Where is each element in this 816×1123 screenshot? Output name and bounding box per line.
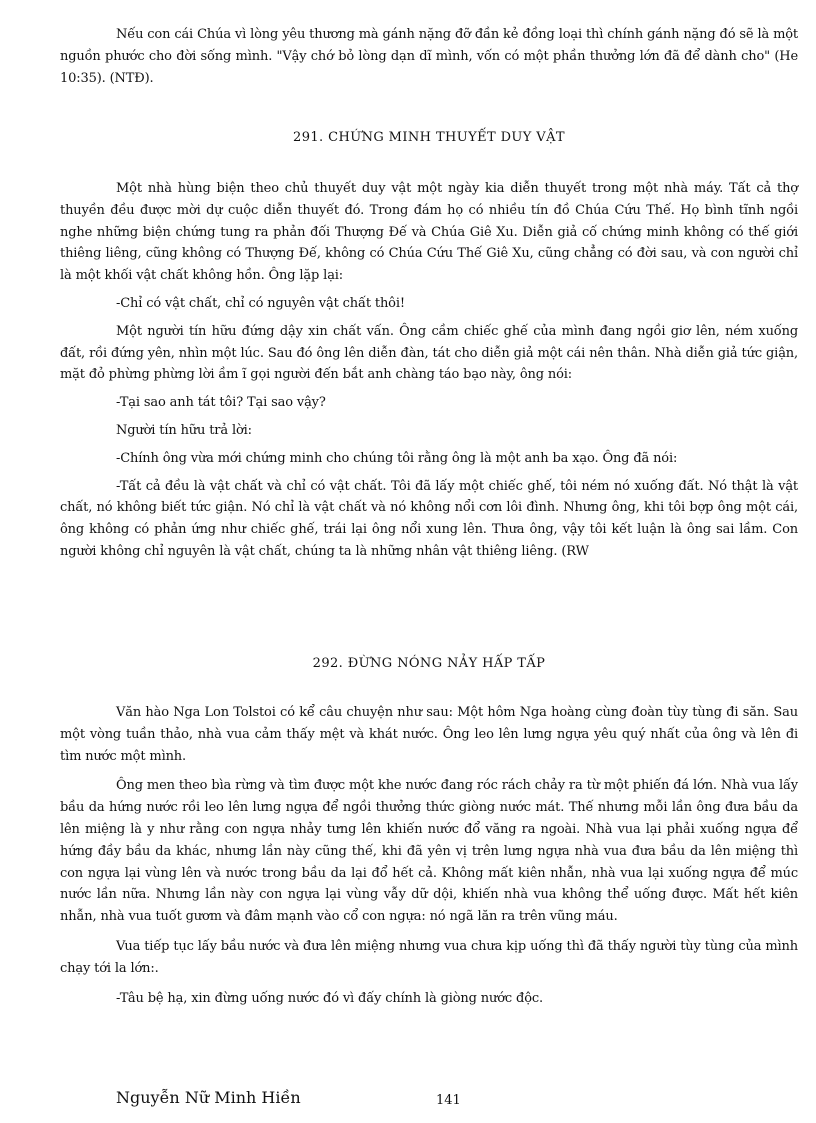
intro-paragraph: Nếu con cái Chúa vì lòng yêu thương mà gánh nặng đỡ đần kẻ đồng loại thì chính gánh nặng đó sẽ là một nguồn phước cho đời sống mình. "Vậy chớ bỏ lòng dạn dĩ mình, vốn có một phần thưởng lớn đã để dành cho" (He 10:35). (NTĐ). [60,27,798,86]
story-292-title: 292. ĐỪNG NÓNG NẢY HẤP TẤP [312,656,546,671]
story-292-paragraph-2: Ông men theo bìa rừng và tìm được một khe nước đang róc rách chảy ra từ một phiến đá lớn. Nhà vua lấy bầu da hứng nước rồi leo lên lưng ngựa để ngồi thưởng thức giòng nước mát. Thế nhưng mỗi lần ông đưa bầu da lên miệng là y như rằng con ngựa nhảy tưng lên khiến nước đổ văng ra ngoài. Nhà vua lại phải xuống ngựa để hứng đầy bầu da khác, nhưng lần này cũng thế, khi đã yên vị trên lưng ngựa nhà vua đưa bầu da lên miệng thì con ngựa lại vùng lên và nước trong bầu da lại đổ hết cả. Không mất kiên nhẫn, nhà vua lại xuống ngựa để múc nước lần nữa. Nhưng lần này con ngựa lại vùng vẫy dữ dội, khiến nhà vua không thể uống được. Mất hết kiên nhẫn, nhà vua tuốt gươm và đâm mạnh vào cổ con ngựa: nó ngã lăn ra trên vũng máu. [60,778,798,925]
story-292-paragraph-1: Văn hào Nga Lon Tolstoi có kể câu chuyện như sau: Một hôm Nga hoàng cùng đoàn tùy tùng đi săn. Sau một vòng tuần thảo, nhà vua cảm thấy mệt và khát nước. Ông leo lên lưng ngựa yêu quý nhất của ông và lên đi tìm nước một mình. [60,705,798,764]
story-292-quote-1: -Tâu bệ hạ, xin đừng uống nước đó vì đấy chính là giòng nước độc. [116,990,544,1006]
story-292-paragraph-3: Vua tiếp tục lấy bầu nước và đưa lên miệng nhưng vua chưa kịp uống thì đã thấy người tùy tùng của mình chạy tới la lớn:. [60,938,798,976]
story-291-quote-3: -Chính ông vừa mới chứng minh cho chúng tôi rằng ông là một anh ba xạo. Ông đã nói: [116,450,678,466]
intro-block [60,24,798,89]
story-291-body [60,178,798,563]
story-291-quote-1: -Chỉ có vật chất, chỉ có nguyên vật chất thôi! [116,295,405,311]
story-291-paragraph-1: Một nhà hùng biện theo chủ thuyết duy vật một ngày kia diễn thuyết trong một nhà máy. Tất cả thợ thuyền đều được mời dự cuộc diễn thuyết đó. Trong đám họ có nhiều tín đồ Chúa Cứu Thế. Họ bình tĩnh ngồi nghe những biện chứng tung ra phản đối Thượng Đế và Chúa Giê Xu. Diễn giả cố chứng minh không có thế giới thiêng liêng, cũng không có Thượng Đế, không có Chúa Cứu Thế Giê Xu, cũng chẳng có đời sau, và con người chỉ là một khối vật chất không hồn. Ông lặp lại: [60,181,798,284]
story-291-quote-4: -Tất cả đều là vật chất và chỉ có vật chất. Tôi đã lấy một chiếc ghế, tôi ném nó xuống đất. Nó thật là vật chất, nó không biết tức giận. Nó chỉ là vật chất và nó không nổi cơn lôi đình. Nhưng ông, khi tôi bợp ông một cái, ông không có phản ứng như chiếc ghế, trái lại ông nổi xung lên. Thưa ông, vậy tôi kết luận là ông sai lầm. Con người không chỉ nguyên là vật chất, chúng ta là những nhân vật thiêng liêng. (RW [60,478,798,559]
page-number: 141 [436,1093,461,1108]
footer-author: Nguyễn Nữ Minh Hiền [116,1088,301,1107]
story-291-paragraph-2: Một người tín hữu đứng dậy xin chất vấn. Ông cầm chiếc ghế của mình đang ngồi giơ lên, ném xuống đất, rồi đứng yên, nhìn một lúc. Sau đó ông lên diễn đàn, tát cho diễn giả một cái nên thân. Nhà diễn giả tức giận, mặt đỏ phừng phừng lời ầm ĩ gọi người đến bắt anh chàng táo bạo này, ông nói: [60,323,798,383]
story-291-reply-intro: Người tín hữu trả lời: [116,422,252,438]
story-291-title: 291. CHỨNG MINH THUYẾT DUY VẬT [293,130,565,145]
story-292-body [60,702,798,1009]
story-291-quote-2: -Tại sao anh tát tôi? Tại sao vậy? [116,395,326,411]
